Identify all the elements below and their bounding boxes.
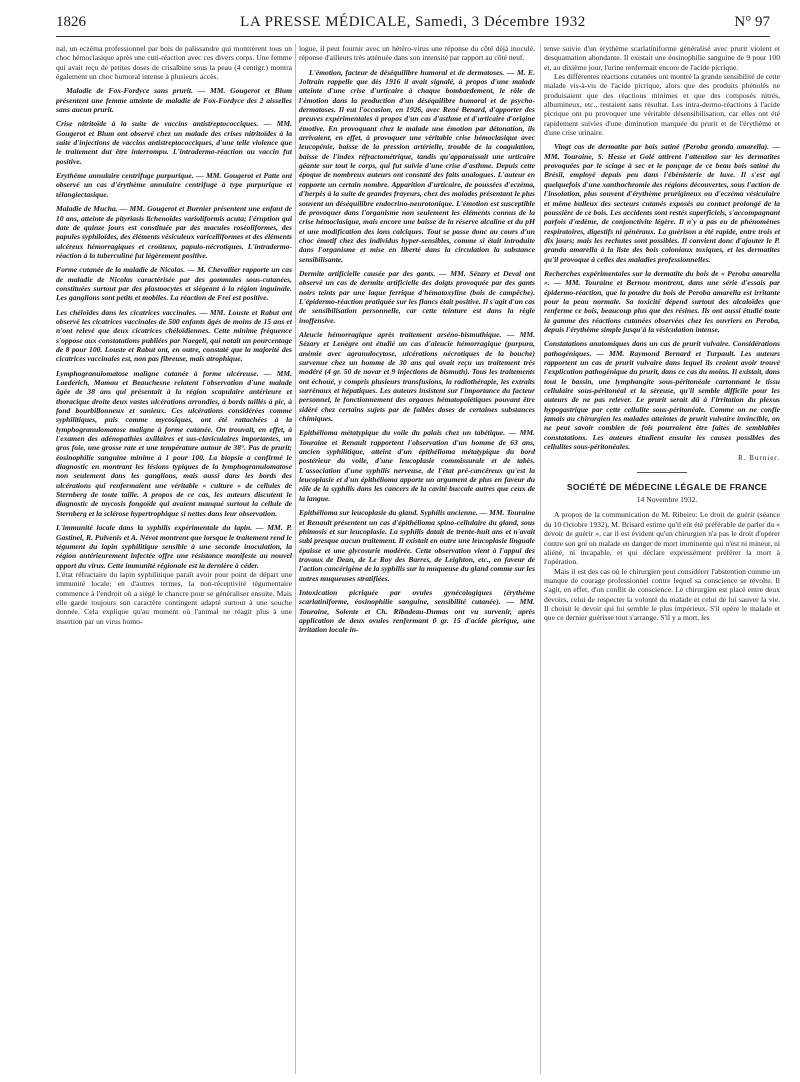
article-paragraph: Recherches expérimentales sur la dermatite du bois de « Peroba amarella ». — MM. Touraine et Bernou montrent, dans une série d'essais par épidermo-réaction, que la poudre du bois de Peroba amarella est irritante pour la peau normale. Sa toxicité dépend surtout des alcaloïdes que renferme ce bois, beaucoup plus que des résines. Ils ont aussi étudié toute la gamme des réactions cutanées observées chez les ouvriers en Peroba, depuis l'érythème simple jusqu'à la vésiculation intense. (544, 268, 780, 334)
paragraph: tense suivie d'un érythème scarlatiniforme généralisé avec prurit violent et desquamation abondante. Il existait une éosinophilie sanguine de 9 pour 100 et, au dixième jour, l'urine renfermait encore de l'acide picrique. (544, 44, 780, 72)
paragraph: nal, un eczéma professionnel par bois de palissandre qui montrèrent tous un choc hémoclasique après une cuti-réaction avec ces divers corps. Une femme qui avait reçu de petites doses de crisalbine sous la peau (4 centigr.) montra également un choc humoral intense à plusieurs accès. (56, 44, 292, 82)
paragraph: logue, il peut fournir avec un hétéro-virus une réponse du côté déjà inoculé, réponse d'ailleurs très atténuée dans son intensité par rapport au côté neuf. (299, 44, 535, 63)
article-paragraph: Les chéloïdes dans les cicatrices vaccinales. — MM. Louste et Rabut ont observé les cicatrices vaccinales de 500 enfants âgés de moins de 15 ans et n'ont relevé que deux cicatrices chéloïdiennes. Cette minime fréquence s'oppose aux constatations publiées par Naegeli, qui notait un pourcentage de 8 pour 100. Louste et Rabut ont, en outre, constaté que la majorité des cicatrices vaccinales est, non pas fibreuse, mais atrophique. (56, 307, 292, 364)
article-paragraph: Crise nitritoïde à la suite de vaccins antistreptococciques. — MM. Gougerot et Blum ont observé chez un malade des crises nitritoïdes à la suite d'injections de vaccins antistreptococciques, d'une telle violence que le traitement dut être interrompu. L'intradermo-réaction au vaccin fut positive. (56, 119, 292, 166)
column-divider (295, 44, 296, 1074)
article-paragraph: Dermite artificielle causée par des gants. — MM. Sézary et Deval ont observé un cas de dermite artificielle des doigts provoquée par des gants noirs teints par une laque ferrique d'hématoxyline (bois de campêche). L'épidermo-réaction pratiquée sur les flancs était positive. Il s'agit d'un cas de sensibilisation personnelle, car cette teinture est dans la règle inoffensive. (299, 268, 535, 325)
article-paragraph: Epithélioma sur leucoplasie du gland. Syphilis ancienne. — MM. Touraine et Renault présentent un cas d'épithélioma spino-cellulaire du gland, sous phimosis et sur leucoplasie. La syphilis datait de trente-huit ans et n'avait subi presque aucun traitement. Il existait en outre une leucoplasie linguale épaisse et une glycosurie modérée. Cette observation vient à l'appui des travaux de Dean, de Le Roy des Barres, de Leighton, etc., en faveur de l'action cancérigène de la syphilis sur la muqueuse du gland comme sur les autres muqueuses stratifiées. (299, 508, 535, 583)
journal-title: LA PRESSE MÉDICALE, Samedi, 3 Décembre 1932 (240, 14, 586, 30)
article-paragraph: Maladie de Fox-Fordyce sans prurit. — MM. Gougerot et Blum présentent une femme atteinte de maladie de Fox-Fordyce des 2 aisselles sans aucun prurit. (56, 86, 292, 115)
paragraph: Les différentes réactions cutanées ont montré la grande sensibilité de cette malade vis-à-vis de l'acide picrique, alors que des produits phénolés ne produisaient que des réactions minimes et que des composés nitrés, albumineux, etc., restaient sans résultat. Les intra-dermo-réactions à l'acide picrique ont pu provoquer une véritable désensibilisation, car elles ont été rapidement suivies d'une diminution marquée du prurit et de l'érythème et d'une crise urinaire. (544, 72, 780, 138)
issue-number: N° 97 (734, 14, 770, 30)
column-1 (56, 44, 292, 1074)
article-paragraph: Constatations anatomiques dans un cas de prurit vulvaire. Considérations pathogéniques. — MM. Raymond Bernard et Turpault. Les auteurs rapportent un cas de prurit vulvaire dans lequel ils croient avoir trouvé l'explication pathogénique du prurit, dans ce cas du moins. Il existait, dans tout le bassin, une lymphangite sous-péritonéale cartonnant le tissu cellulaire sous-péritonéal et la séreuse, qu'il semble difficile pour les auteurs de ne pas relever. Le prurit serait dû à l'irritation du plexus hypogastrique par cette cellulite sous-péritonéale. Comme on ne confie jamais au chirurgien les malades atteintes de prurit vulvaire invincible, on ne peut savoir combien de fois pourraient être faites de semblables constatations. Les auteurs étudient ensuite les causes possibles des cellulites sous-péritonéales. (544, 339, 780, 452)
author-signature: R. Burnier. (738, 454, 780, 463)
article-paragraph: Maladie de Mucha. — MM. Gougerot et Burnier présentent une enfant de 10 ans, atteinte de pityriasis lichenoïdes varioliformis acuta; l'éruption qui date de quinze jours est constituée par des macules roséoliformes, des papules syphiloïdes, des éléments vésiculeux varicelliformes et des éléments ulcéreux hémorragiques et croûteux, papulo-nécrotiques. L'intradermo-réaction à la tuberculine fut légèrement positive. (56, 204, 292, 260)
column-divider (540, 44, 541, 1074)
paragraph: L'état réfractaire du lapin syphilitique paraît avoir pour point de départ une immunité locale; en d'autres termes, la non-réceptivité tégumentaire commence à l'endroit où a siégé le chancre pour se généraliser ensuite. Mais elle garde toujours son caractère contingent adapté surtout à une souche donnée. Cela explique qu'au moment où l'animal ne réagit plus à une insertion par un virus homo- (56, 569, 292, 626)
article-paragraph: Forme cutanée de la maladie de Nicolas. — M. Chevallier rapporte un cas de maladie de Nicolas caractérisée par des gommules sous-cutanées, constituées surtout par des plasmocytes et siégeant à la région inguinale. Les ganglions sont petits et mobiles. La réaction de Frei est positive. (56, 265, 292, 303)
page-number: 1826 (56, 14, 86, 30)
article-paragraph: Lymphogranulomatose maligne cutanée à forme ulcéreuse. — MM. Laederich, Mamou et Beauchesne relatent l'observation d'une malade âgée de 38 ans qui présentait à la région scapulaire antérieure et thoracique droite deux vastes ulcérations arrondies, à bords taillés à pic, à fond bourbillonneux et sanieux. Ces ulcérations considérées comme syphilitiques, puis comme mycosiques, ont été rattachées à la lymphogranulomatose maligne à forme cutanée. On trouvait, en effet, à l'examen des adénopathies axillaires et sus-claviculaires importantes, un gros foie, une grosse rate et une température autour de 38°. Pas de prurit; éosinophilie sanguine minime à 1 pour 100. La biopsie a confirmé le diagnostic en montrant les lésions typiques de la lymphogranulomatose non seulement dans les ganglions, mais aussi dans les bords des ulcérations qui renfermaient une véritable « culture » de cellules de Sternberg de toute taille. A propos de ce cas, les auteurs discutent le diagnostic de mycosis fongoïde qui avaient manqué surtout la cellule de Sternberg et la sclérose hypertrophique si nettes dans leur observation. (56, 368, 292, 518)
article-paragraph: Epithélioma métatypique du voile du palais chez un tabétique. — MM. Touraine et Renault rapportent l'observation d'un homme de 63 ans, ancien syphilitique, atteint d'un épithélioma métatypique du bord postérieur du voile, d'une leucoplasie commissurale et de tabès. L'association d'une syphilis nerveuse, de l'état pré-cancéreux qu'est la leucoplasie et d'un épithélioma apporte un argument de plus en faveur du rôle de la syphilis dans les cancers de la cavité buccale autres que ceux de la langue. (299, 428, 535, 503)
page-header (56, 14, 770, 34)
column-3 (544, 44, 780, 1074)
column-2 (299, 44, 535, 1074)
paragraph: A propos de la communication de M. Ribeiro: Le droit de guérir (séance du 10 Octobre 1932), M. Brisard estime qu'il eût été préférable de parler du « devoir de guérir », car il est évident qu'un chirurgien n'a pas le droit d'opérer contre son gré un malade en danger de mort imminente qui n'est ni mineur, ni aliéné, ni incapable, et qui déclare expressément préférer la mort à l'opération. (544, 510, 780, 567)
article-paragraph: Intoxication picriquée par ovules gynécologiques (érythème scarlatiniforme, éosinophilie sanguine, sensibilité cutanée). — MM. Touraine, Solente et Ch. Ribadeau-Dumas ont vu survenir, après application de deux ovules renfermant 0 gr. 15 d'acide picrique, une irritation locale in- (299, 587, 535, 635)
society-heading: SOCIÉTÉ DE MÉDECINE LÉGALE DE FRANCE (566, 481, 768, 492)
article-paragraph: Aleucie hémorragique après traitement arséno-bismuthique. — MM. Sézary et Lenègre ont étudié un cas d'aleucie hémorragique (purpura, anémie avec agranulocytose, ulcérations nécrotiques de la bouche) survenue chez un homme de 30 ans qui avait reçu un traitement très modéré (4 gr. 50 de novar et 9 injections de bismuth). Tous les traitements ont échoué, y compris plusieurs transfusions, la radiothérapie, les extraits surrénaux et hépatiques. Les auteurs insistent sur l'importance du facteur personnel, le fonctionnement des organes hématopoïétiques pouvant être sidéré chez certains sujets par de faibles doses de certaines substances chimiques. (299, 329, 535, 424)
article-paragraph: L'immunité locale dans la syphilis expérimentale du lapin. — MM. P. Gastinel, R. Pulvenis et A. Névot montrent que lorsque le traitement rend le tégument du lapin syphilitique sensible à une seconde inoculation, la région antérieurement infectée offre une résistance manifeste au nouvel apport du virus. Cette immunité régionale est la dernière à céder. (56, 523, 292, 570)
header-rule (56, 36, 770, 37)
article-paragraph: Erythème annulaire centrifuge purpurique. — MM. Gougerot et Patte ont observé un cas d'érythème annulaire centrifuge à type purpurique et télangiectasique. (56, 171, 292, 199)
article-paragraph: L'émotion, facteur de déséquilibre humoral et de dermatoses. — M. E. Joltrain rappelle que dès 1916 il avait signalé, à propos d'une malade atteinte d'une crise d'urticaire à chaque bombardement, le rôle de l'émotion dans la production d'un déséquilibre humoral et de psycho-dermatoses. Il eut l'occasion, en 1926, avec René Benard, d'apporter des preuves expérimentales à propos d'un cas d'asthme et d'urticaire d'origine émotive. En provoquant chez le malade une émotion par détonation, ils arrivaient, en effet, à provoquer une véritable crise hémoclasique avec leucopénie, baisse de la pression artérielle, trouble de la coagulation, baisse de l'index réfractométrique, tandis qu'apparaissait une urticaire géante sur tout le corps, qui fut suivie d'une crise d'asthme. Depuis cette époque de nombreux auteurs ont constaté des faits analogues. L'auteur en rapporte un certain nombre. Apparition d'urticaire, de poussées d'eczéma, d'herpès à la suite de grandes frayeurs, chez des malades présentant le plus souvent un déséquilibre endocrino-neurotonique. L'émotion est susceptible de provoquer dans l'organisme non seulement les éléments connus de la crise hémoclasique, mais encore une baisse de la réserve alcaline et du pH et une modification des ions calciques. Tout se passe donc au cours d'un choc émotif chez des individus hyper-sensibles, comme si était introduite dans l'organisme et mise en liberté dans la circulation la substance sensibilisante. (299, 67, 535, 264)
paragraph: Mais il est des cas où le chirurgien peut considérer l'abstention comme un manque de courage professionnel contre lequel sa conscience se révolte. Il s'agit, en effet, d'un conflit de conscience. Le chirurgien est placé entre deux devoirs, celui de respecter la volonté du malade et celui de lui sauver la vie. Il choisit le devoir qui lui semble le plus impérieux. S'il opère le malade et que ce dernier guérisse tout s'arrange. S'il y a mort, les (544, 566, 780, 623)
section-separator (637, 472, 687, 473)
article-paragraph: Vingt cas de dermatite par bois satiné (Peroba gronda amarella). — MM. Touraine, S. Hesse et Golé attirent l'attention sur les dermatites provoquées par le sciage à sec et le ponçage de ce beau bois satiné du Brésil, employé depuis peu dans l'ébénisterie de luxe. Il s'est agi quelquefois d'une xanthochromie des régions découvertes, sous l'action de l'insolation, plus souvent d'érythème prurigineux ou d'eczéma vésiculaire et même bulleux des secteurs cutanés exposés au contact prolongé de la poussière de ce bois. Les accidents sont restés superficiels, s'accompagnant parfois d'œdème, de conjonctivite légère. Il n'y a pas eu de phénomènes respiratoires, digestifs ni généraux. La guérison a été rapide, entre trois et dix jours; mais les rechutes sont possibles. Il convient donc d'ajouter le P. granda amarella à la liste des bois coloniaux toxiques, et les dermatites qu'il provoque à celles des maladies professionnelles. (544, 142, 780, 264)
session-date: 14 Novembre 1932. (636, 495, 698, 505)
